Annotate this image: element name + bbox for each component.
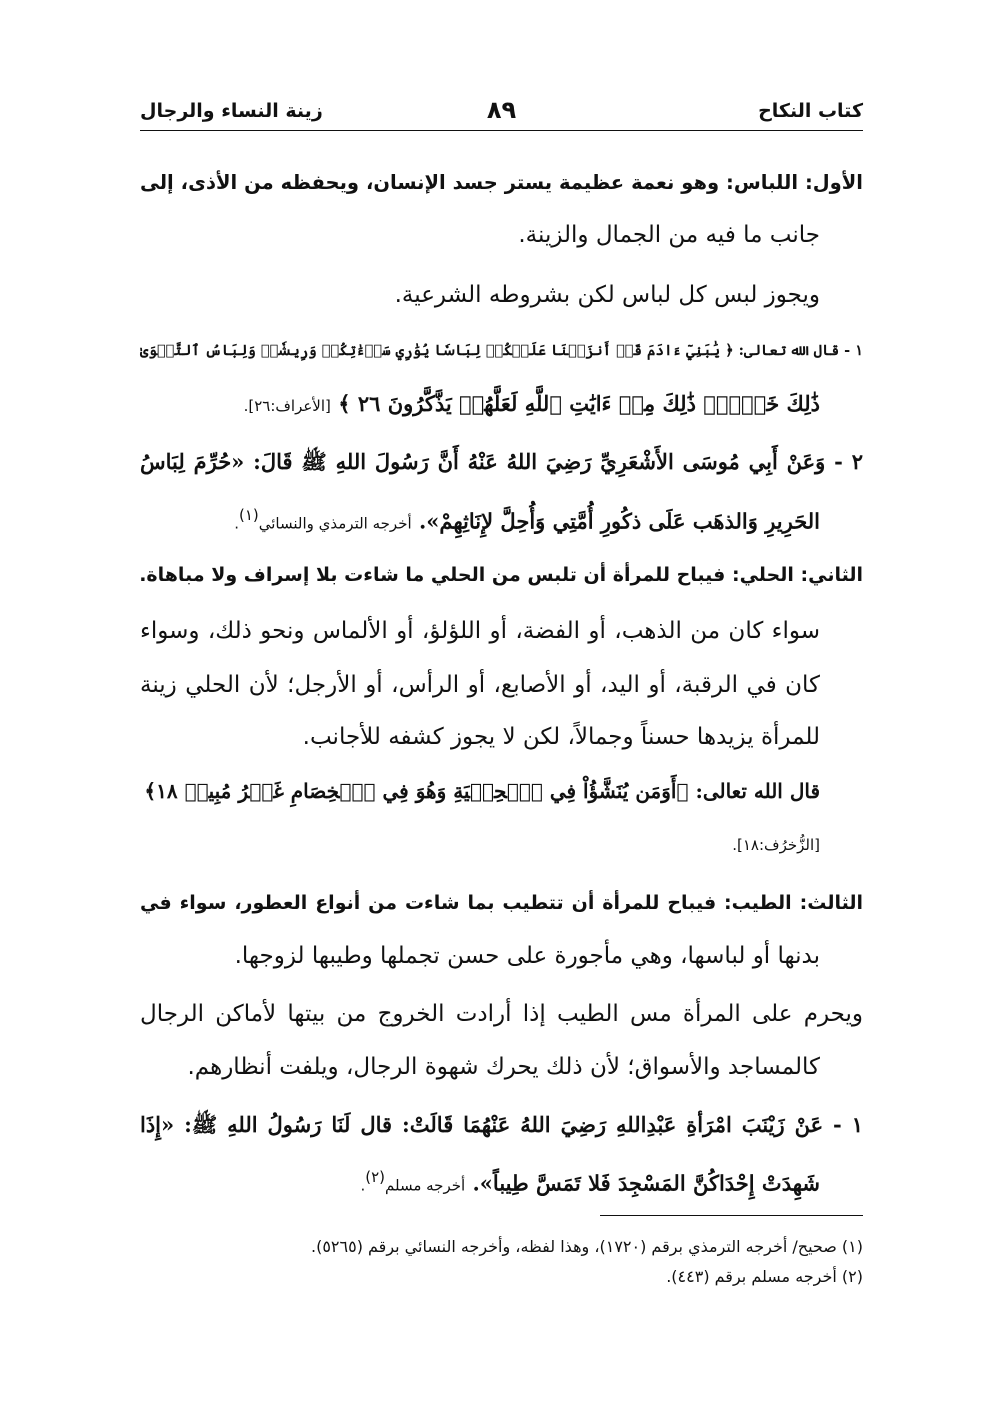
hadith-line: ٢ - وَعَنْ أَبِي مُوسَى الأَشْعَرِيِّ رَضِيَ اللهُ عَنْهُ أَنَّ رَسُولَ اللهِ ﷺ قَالَ: «حُرِّمَ لِبَاسُ: [140, 449, 863, 474]
hadith-line: شَهِدَتْ إِحْدَاكُنَّ المَسْجِدَ فَلا تَمَسَّ طِيباً».: [472, 1170, 820, 1196]
quran-verse-line: ١ - قال الله تعالى: ﴿ يَٰبَنِيٓ ءَادَمَ قَدۡ أَنزَلۡنَا عَلَيۡكُمۡ لِبَاسٗا يُوَٰرِي سَوۡءَٰتِكُمۡ وَرِيشٗاۖ وَلِبَاسُ ٱلتَّقۡوَىٰ: [139, 342, 863, 359]
paragraph-line: جانب ما فيه من الجمال والزينة.: [518, 222, 820, 248]
quran-verse-line: قال الله تعالى: ﴿أَوَمَن يُنَشَّؤُاْ فِي ٱلۡحِلۡيَةِ وَهُوَ فِي ٱلۡخِصَامِ غَيۡرُ مُبِينٖ ١٨﴾: [144, 779, 820, 803]
hadith-source: أخرجه الترمذي والنسائي: [258, 514, 412, 533]
footnote-divider: [600, 1215, 863, 1216]
paragraph-line: سواء كان من الذهب، أو الفضة، أو اللؤلؤ، أو الألماس ونحو ذلك، وسواء: [140, 618, 820, 644]
paragraph-line: الثالث: الطيب: فيباح للمرأة أن تتطيب بما شاءت من أنواع العطور، سواء في: [140, 892, 863, 914]
paragraph-line: كان في الرقبة، أو اليد، أو الأصابع، أو الرأس، أو الأرجل؛ لأن الحلي زينة: [140, 672, 820, 698]
paragraph-line: ويحرم على المرأة مس الطيب إذا أرادت الخروج من بيتها لأماكن الرجال: [140, 1001, 863, 1027]
paragraph-line: للمرأة يزيدها حسناً وجمالاً، لكن لا يجوز كشفه للأجانب.: [302, 724, 820, 750]
hadith-line: الحَرِيرِ وَالذهَب عَلَى ذكُورِ أُمَّتِي وَأُحِلَّ لإِنَاثِهِمْ».: [418, 508, 820, 534]
footnote-marker: (١): [238, 506, 259, 524]
footnote-marker: (٢): [365, 1168, 385, 1186]
hadith-line: ١ - عَنْ زَيْنَبَ امْرَأةِ عَبْدِاللهِ رَضِيَ اللهُ عَنْهُمَا قَالَتْ: قال لَنَا رَسُولُ اللهِ ﷺ: «إِذَا: [140, 1112, 863, 1137]
running-header: [140, 96, 863, 130]
paragraph-line: الأول: اللباس: وهو نعمة عظيمة يستر جسد الإنسان، ويحفظه من الأذى، إلى: [140, 171, 863, 194]
verse-reference: [الأعراف:٢٦].: [243, 397, 331, 415]
paragraph-line: كالمساجد والأسواق؛ لأن ذلك يحرك شهوة الرجال، ويلفت أنظارهم.: [187, 1054, 820, 1080]
quran-verse-line: ذَٰلِكَ خَيۡرٞۚ ذَٰلِكَ مِنۡ ءَايَٰتِ ٱللَّهِ لَعَلَّهُمۡ يَذَّكَّرُونَ ٢٦ ﴾: [338, 391, 820, 416]
paragraph-line: الثاني: الحلي: فيباح للمرأة أن تلبس من الحلي ما شاءت بلا إسراف ولا مباهاة.: [139, 564, 863, 586]
page-number: ٨٩: [486, 96, 517, 124]
header-divider: [140, 130, 863, 131]
footnote: (٢) أخرجه مسلم برقم (٤٤٣).: [666, 1267, 863, 1286]
chapter-title: كتاب النكاح: [758, 100, 863, 122]
paragraph-line: ويجوز لبس كل لباس لكن بشروطه الشرعية.: [394, 282, 820, 308]
footnote: (١) صحيح/ أخرجه الترمذي برقم (١٧٢٠)، وهذا لفظه، وأخرجه النسائي برقم (٥٢٦٥).: [310, 1237, 863, 1256]
book-page: كتاب النكاح ٨٩ زينة النساء والرجال الأول: اللباس: وهو نعمة عظيمة يستر جسد الإنسان، ويحفظه من الأذى، إلى جانب ما فيه من الجمال والزينة. ويجوز لبس كل لباس لكن بشروطه الشرعية. ١ - قال الله تعالى: ﴿ يَٰبَنِيٓ ءَادَمَ قَدۡ أَنزَلۡنَا عَلَيۡكُمۡ لِبَاسٗا يُوَٰرِي سَوۡءَٰتِكُمۡ وَرِيشٗاۖ وَلِبَاسُ ٱلتَّقۡوَىٰ ذَٰلِكَ خَيۡرٞۚ ذَٰلِكَ مِنۡ ءَايَٰتِ ٱللَّهِ لَعَلَّهُمۡ يَذَّكَّرُونَ ٢٦ ﴾ [الأعراف:٢٦]. ٢ - وَعَنْ أَبِي مُوسَى الأَشْعَرِيِّ رَضِيَ اللهُ عَنْهُ أَنَّ رَسُولَ اللهِ ﷺ قَالَ: «حُرِّمَ لِبَاسُ الحَرِيرِ وَالذهَب عَلَى ذكُورِ أُمَّتِي وَأُحِلَّ لإِنَاثِهِمْ». أخرجه الترمذي والنسائي$^{(١)}$. الثاني: الحلي: فيباح للمرأة أن تلبس من الحلي ما شاءت بلا إسراف ولا مباهاة. سواء كان من الذهب، أو الفضة، أو اللؤلؤ، أو الألماس ونحو ذلك، وسواء كان في الرقبة، أو اليد، أو الأصابع، أو الرأس، أو الأرجل؛ لأن الحلي زينة للمرأة يزيدها حسناً وجمالاً، لكن لا يجوز كشفه للأجانب. قال الله تعالى: ﴿أَوَمَن يُنَشَّؤُاْ فِي ٱلۡحِلۡيَةِ وَهُوَ فِي ٱلۡخِصَامِ غَيۡرُ مُبِينٖ ١٨﴾ [الزُّخرُف:١٨]. الثالث: الطيب: فيباح للمرأة أن تتطيب بما شاءت من أنواع العطور، سواء في بدنها أو لباسها، وهي مأجورة على حسن تجملها وطيبها لزوجها. ويحرم على المرأة مس الطيب إذا أرادت الخروج من بيتها لأماكن الرجال كالمساجد والأسواق؛ لأن ذلك يحرك شهوة الرجال، ويلفت أنظارهم. ١ - عَنْ زَيْنَبَ امْرَأةِ عَبْدِاللهِ رَضِيَ اللهُ عَنْهُمَا قَالَتْ: قال لَنَا رَسُولُ اللهِ ﷺ: «إِذَا شَهِدَتْ إِحْدَاكُنَّ المَسْجِدَ فَلا تَمَسَّ طِيباً». أخرجه مسلم$^{(٢)}$. (١) صحيح/ أخرجه الترمذي برقم (١٧٢٠)، وهذا لفظه، وأخرجه النسائي برقم (٥٢٦٥). (٢) أخرجه مسلم برقم (٤٤٣).: [139, 96, 863, 1286]
paragraph-line: بدنها أو لباسها، وهي مأجورة على حسن تجملها وطيبها لزوجها.: [234, 943, 820, 969]
verse-reference: [الزُّخرُف:١٨].: [732, 836, 820, 854]
section-title: زينة النساء والرجال: [140, 100, 323, 122]
hadith-source: أخرجه مسلم: [385, 1176, 466, 1195]
